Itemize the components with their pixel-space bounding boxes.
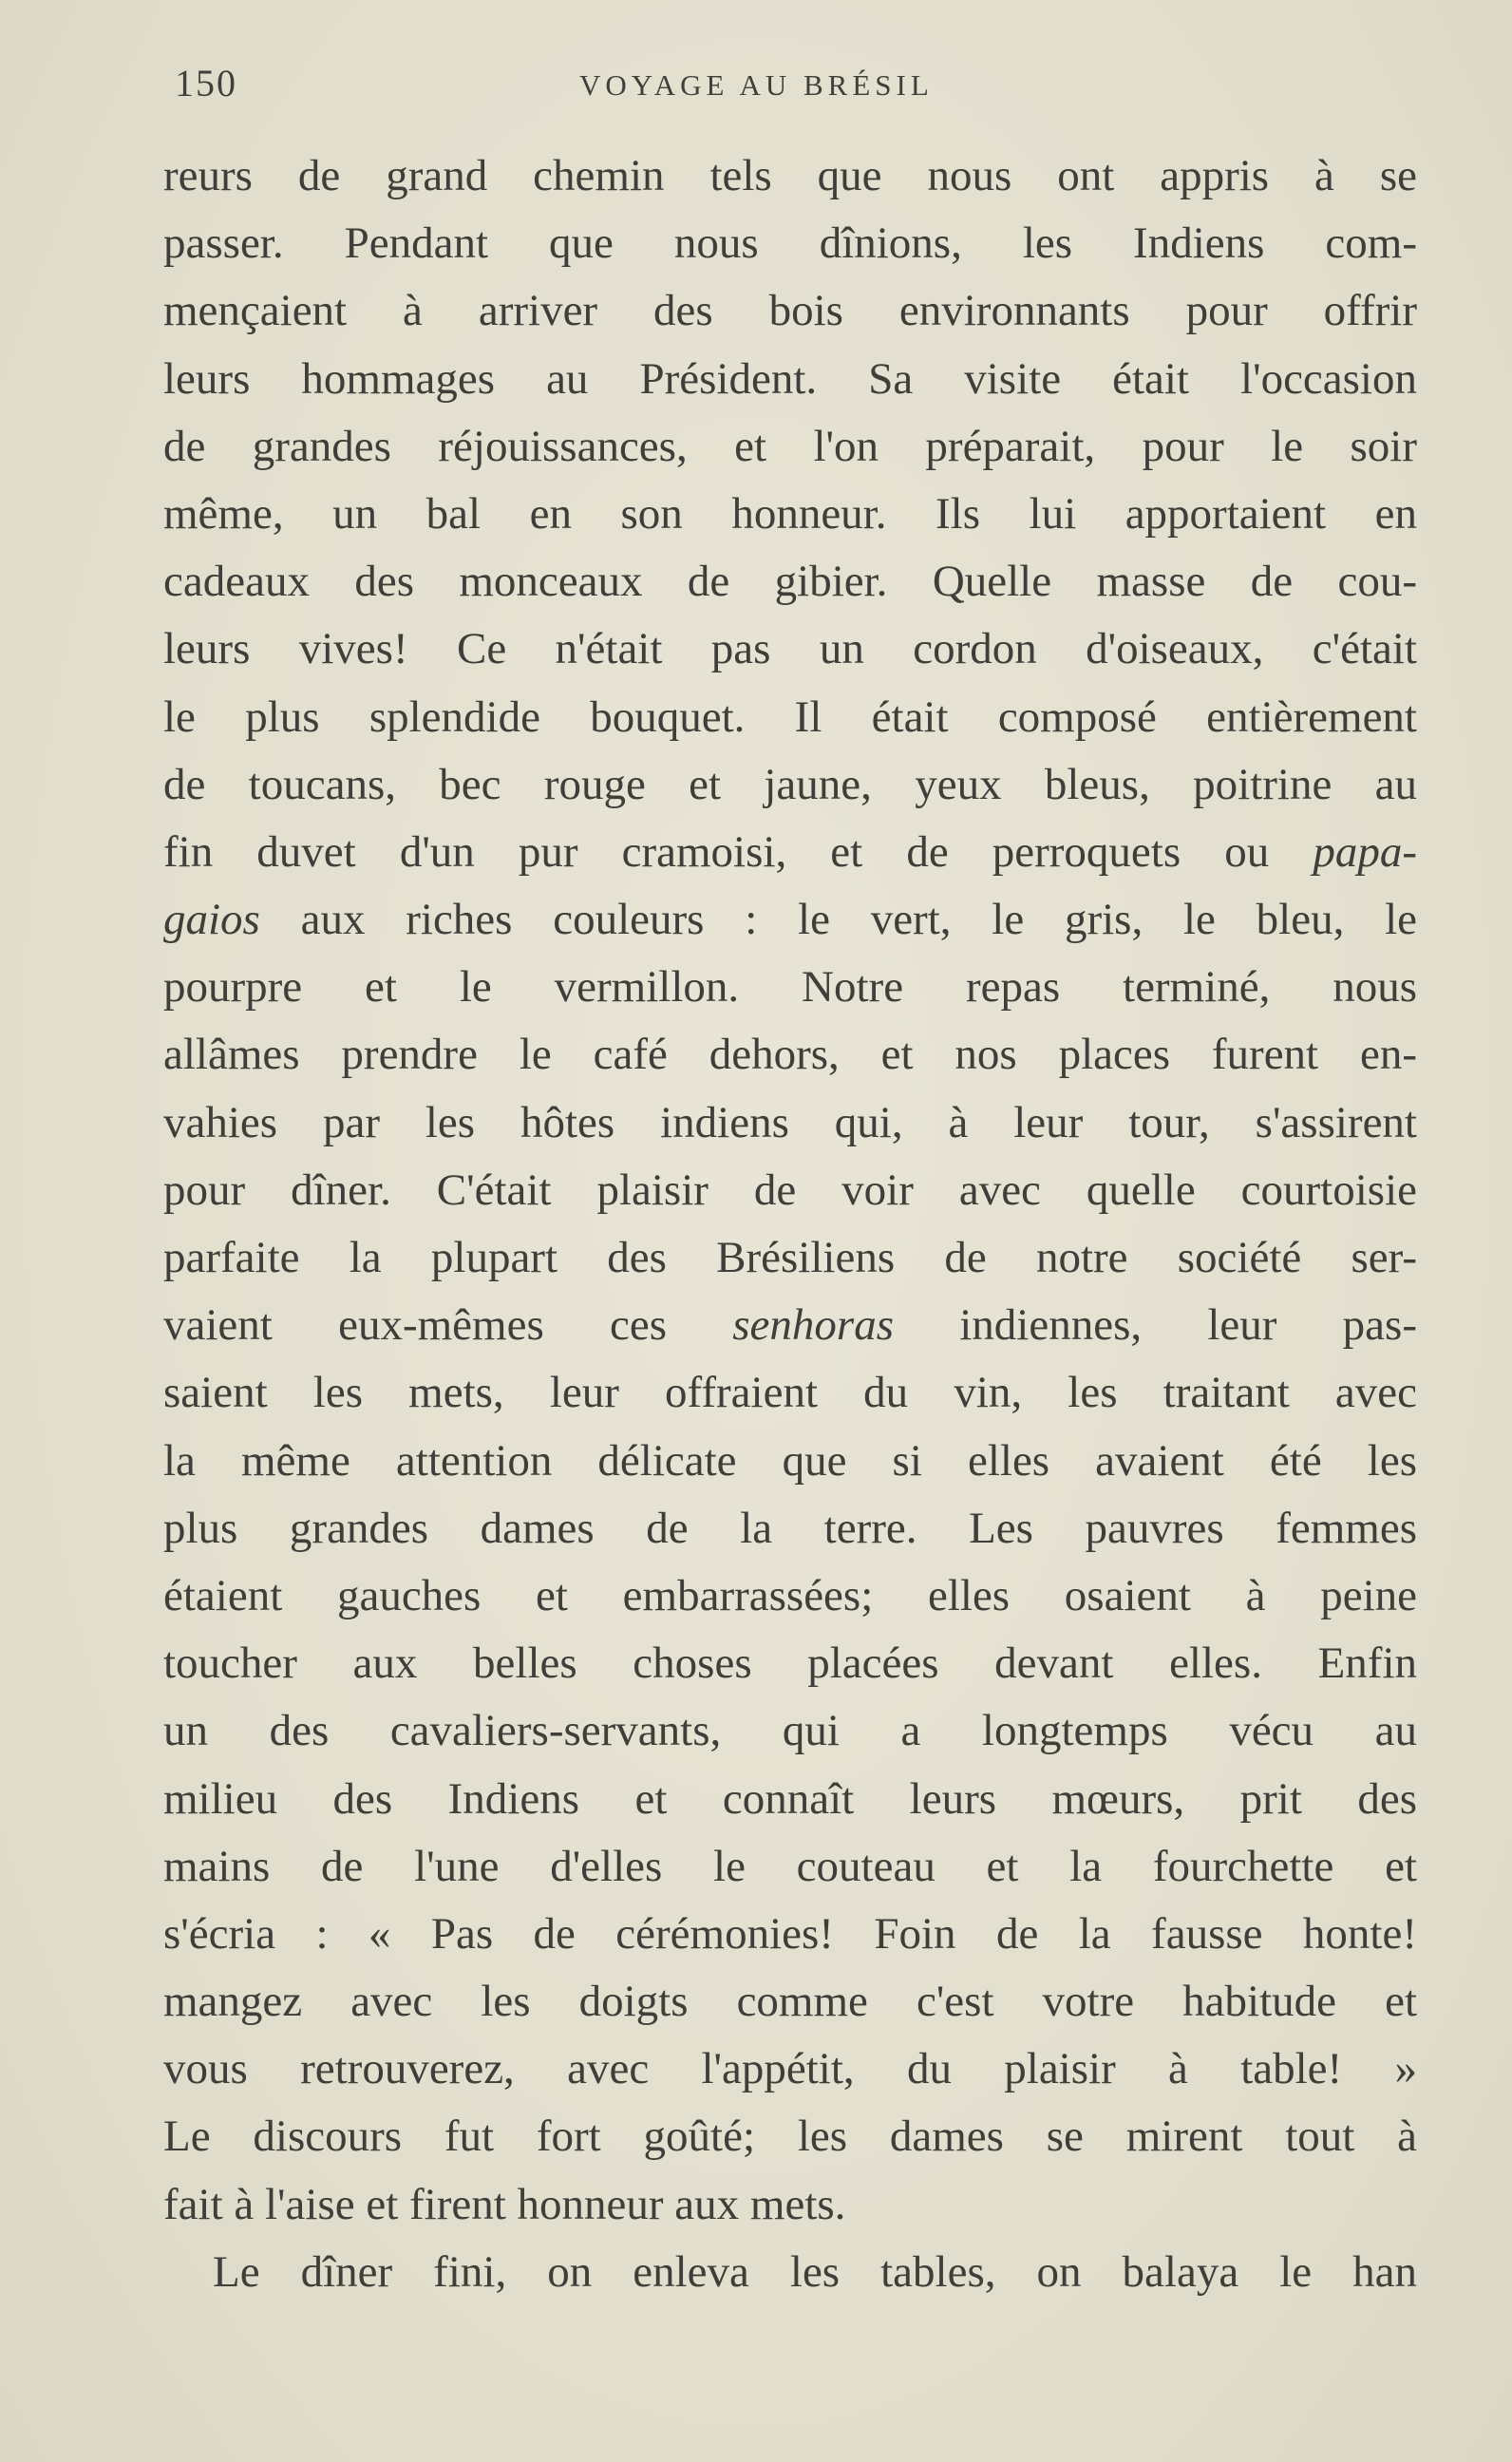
text-segment: fin duvet d'un pur cramoisi, et de perroquets ou <box>163 826 1314 877</box>
text-line <box>163 2103 1417 2170</box>
text-segment: pourpre et le vermillon. Notre repas terminé, nous <box>163 962 1417 1013</box>
text-segment: indiennes, leur pas- <box>893 1300 1417 1351</box>
text-line <box>163 1630 1417 1697</box>
text-line <box>163 751 1417 819</box>
text-segment: leurs hommages au Président. Sa visite était l'occasion <box>163 353 1417 404</box>
page-header <box>163 61 1417 118</box>
italic-text: papa- <box>1313 826 1417 877</box>
text-line <box>163 481 1417 548</box>
text-segment: vahies par les hôtes indiens qui, à leur tour, s'assirent <box>163 1097 1417 1147</box>
text-line <box>163 210 1417 277</box>
text-line <box>163 954 1417 1021</box>
text-segment: reurs de grand chemin tels que nous ont appris à se <box>163 151 1417 200</box>
text-line <box>163 684 1417 751</box>
text-line <box>163 1495 1417 1562</box>
text-segment: mençaient à arriver des bois environnants pour offrir <box>163 286 1417 336</box>
text-segment: la même attention délicate que si elles avaient été les <box>163 1435 1417 1486</box>
text-line <box>163 346 1417 413</box>
text-segment: fait à l'aise et firent honneur aux mets. <box>163 2179 846 2229</box>
text-line <box>163 886 1417 954</box>
text-segment: passer. Pendant que nous dînions, les Indiens com- <box>163 218 1417 269</box>
text-segment: aux riches couleurs : le vert, le gris, le bleu, le <box>259 895 1417 945</box>
text-segment: de toucans, bec rouge et jaune, yeux bleus, poitrine au <box>163 759 1417 809</box>
text-segment: vous retrouverez, avec l'appétit, du plaisir à table! » <box>163 2044 1417 2094</box>
text-segment: plus grandes dames de la terre. Les pauvres femmes <box>163 1503 1417 1553</box>
text-segment: parfaite la plupart des Brésiliens de notre société ser- <box>163 1233 1417 1282</box>
page-number: 150 <box>175 62 237 104</box>
text-line <box>163 1359 1417 1427</box>
text-segment: étaient gauches et embarrassées; elles osaient à peine <box>163 1570 1417 1620</box>
text-segment: allâmes prendre le café dehors, et nos places furent en- <box>163 1030 1417 1080</box>
italic-text: gaios <box>163 895 260 945</box>
text-line <box>163 1428 1417 1495</box>
running-title: VOYAGE AU BRÉSIL <box>579 68 934 102</box>
text-line <box>163 1766 1417 1833</box>
text-segment: toucher aux belles choses placées devant elles. Enfin <box>163 1638 1417 1689</box>
text-line <box>163 2239 1417 2306</box>
text-line <box>163 277 1417 345</box>
text-line <box>163 1224 1417 1292</box>
text-segment: mains de l'une d'elles le couteau et la fourchette et <box>163 1841 1417 1891</box>
text-line <box>163 2171 1417 2239</box>
body-text <box>163 142 1417 2306</box>
text-line <box>163 1089 1417 1157</box>
text-segment: leurs vives! Ce n'était pas un cordon d'oiseaux, c'était <box>163 624 1417 674</box>
text-line <box>163 1833 1417 1901</box>
text-line <box>163 1021 1417 1089</box>
text-segment: un des cavaliers-servants, qui a longtemps vécu au <box>163 1706 1417 1756</box>
text-line <box>163 1292 1417 1359</box>
text-line <box>163 548 1417 616</box>
italic-text: senhoras <box>732 1300 894 1351</box>
text-line <box>163 819 1417 886</box>
text-segment: cadeaux des monceaux de gibier. Quelle masse de cou- <box>163 557 1417 607</box>
text-line <box>163 1562 1417 1630</box>
text-segment: le plus splendide bouquet. Il était composé entièrement <box>163 691 1417 742</box>
text-segment: mangez avec les doigts comme c'est votre habitude et <box>163 1977 1417 2027</box>
text-segment: Le dîner fini, on enleva les tables, on balaya le han <box>213 2246 1417 2297</box>
text-segment: vaient eux-mêmes ces <box>163 1300 733 1351</box>
text-line <box>163 1901 1417 1968</box>
text-line <box>163 1968 1417 2036</box>
text-line <box>163 413 1417 481</box>
text-line <box>163 142 1417 210</box>
text-line <box>163 616 1417 683</box>
text-segment: pour dîner. C'était plaisir de voir avec quelle courtoisie <box>163 1165 1417 1215</box>
text-line <box>163 1697 1417 1765</box>
text-segment: même, un bal en son honneur. Ils lui apportaient en <box>163 488 1417 539</box>
text-segment: de grandes réjouissances, et l'on préparait, pour le soir <box>163 421 1417 471</box>
text-segment: milieu des Indiens et connaît leurs mœurs, prit des <box>163 1773 1417 1824</box>
text-segment: saient les mets, leur offraient du vin, les traitant avec <box>163 1368 1417 1418</box>
text-segment: s'écria : « Pas de cérémonies! Foin de la fausse honte! <box>163 1908 1417 1959</box>
text-line <box>163 2036 1417 2103</box>
text-line <box>163 1157 1417 1224</box>
text-segment: Le discours fut fort goûté; les dames se mirent tout à <box>163 2112 1417 2162</box>
